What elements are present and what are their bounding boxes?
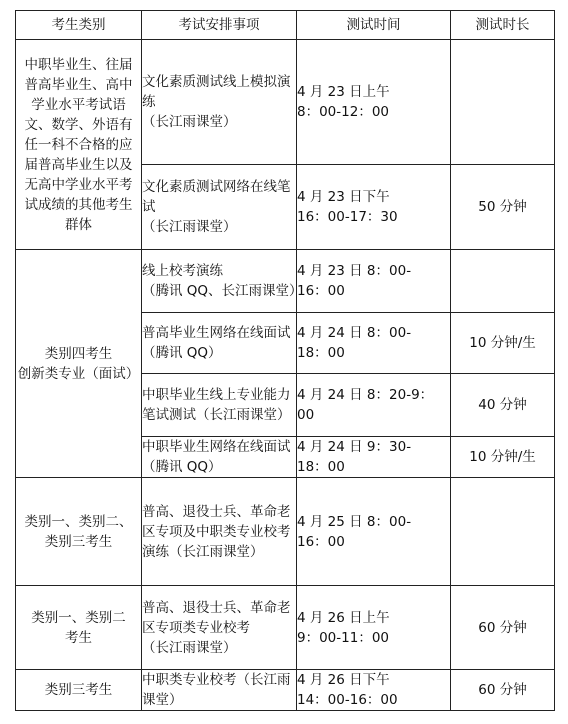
header-time: 测试时间 bbox=[297, 11, 451, 40]
exam-schedule-table bbox=[15, 10, 555, 711]
item-cell: 文化素质测试线上模拟演练 （长江雨课堂） bbox=[142, 40, 297, 165]
item-cell: 中职类专业校考（长江雨课堂） bbox=[142, 670, 297, 711]
category-cell-class123: 类别一、类别二、类别三考生 bbox=[16, 478, 142, 586]
item-cell: 普高毕业生网络在线面试（腾讯 QQ） bbox=[142, 313, 297, 374]
category-cell-class3: 类别三考生 bbox=[16, 670, 142, 711]
item-cell: 中职毕业生线上专业能力笔试测试（长江雨课堂） bbox=[142, 374, 297, 437]
time-cell: 4 月 26 日下午 14：00-16：00 bbox=[297, 670, 451, 711]
duration-cell: 10 分钟/生 bbox=[451, 437, 555, 478]
category-cell-class12: 类别一、类别二考生 bbox=[16, 586, 142, 670]
time-cell: 4 月 23 日 8：00- 16：00 bbox=[297, 250, 451, 313]
time-cell: 4 月 26 日上午 9：00-11：00 bbox=[297, 586, 451, 670]
duration-cell bbox=[451, 40, 555, 165]
table-row bbox=[16, 40, 555, 165]
item-cell: 文化素质测试网络在线笔试 （长江雨课堂） bbox=[142, 165, 297, 250]
table-row bbox=[16, 586, 555, 670]
table-row bbox=[16, 478, 555, 586]
duration-cell: 50 分钟 bbox=[451, 165, 555, 250]
item-cell: 普高、退役士兵、革命老区专项类专业校考 （长江雨课堂） bbox=[142, 586, 297, 670]
item-cell: 中职毕业生网络在线面试（腾讯 QQ） bbox=[142, 437, 297, 478]
header-duration: 测试时长 bbox=[451, 11, 555, 40]
duration-cell: 10 分钟/生 bbox=[451, 313, 555, 374]
duration-cell: 40 分钟 bbox=[451, 374, 555, 437]
header-row bbox=[16, 11, 555, 40]
duration-cell: 60 分钟 bbox=[451, 670, 555, 711]
time-cell: 4 月 23 日下午 16：00-17：30 bbox=[297, 165, 451, 250]
time-cell: 4 月 24 日 8：00- 18：00 bbox=[297, 313, 451, 374]
item-cell: 普高、退役士兵、革命老区专项及中职类专业校考演练（长江雨课堂） bbox=[142, 478, 297, 586]
table-row bbox=[16, 250, 555, 313]
time-cell: 4 月 24 日 9：30- 18：00 bbox=[297, 437, 451, 478]
header-category: 考生类别 bbox=[16, 11, 142, 40]
time-cell: 4 月 25 日 8：00- 16：00 bbox=[297, 478, 451, 586]
time-cell: 4 月 23 日上午 8：00-12：00 bbox=[297, 40, 451, 165]
duration-cell bbox=[451, 250, 555, 313]
duration-cell bbox=[451, 478, 555, 586]
category-cell-creative: 类别四考生 创新类专业（面试） bbox=[16, 250, 142, 478]
duration-cell: 60 分钟 bbox=[451, 586, 555, 670]
header-item: 考试安排事项 bbox=[142, 11, 297, 40]
item-cell: 线上校考演练 （腾讯 QQ、长江雨课堂） bbox=[142, 250, 297, 313]
category-cell-general: 中职毕业生、往届普高毕业生、高中学业水平考试语文、数学、外语有任一科不合格的应届普高毕业生以及无高中学业水平考试成绩的其他考生群体 bbox=[16, 40, 142, 250]
time-cell: 4 月 24 日 8：20-9： 00 bbox=[297, 374, 451, 437]
table-row bbox=[16, 670, 555, 711]
